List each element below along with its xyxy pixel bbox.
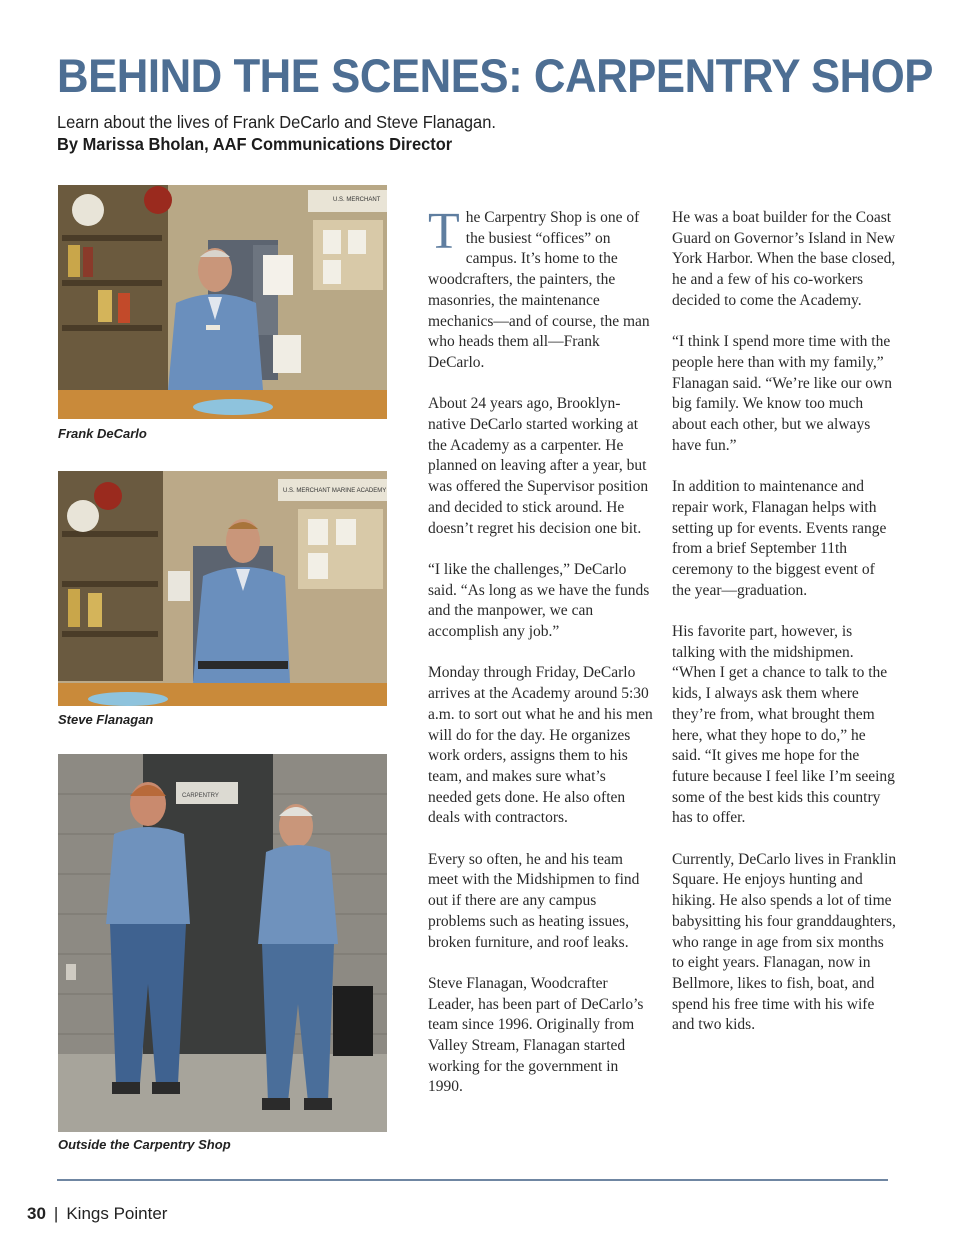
- paragraph: He was a boat builder for the Coast Guard on Governor’s Island in New York Harbor. When the base closed, he and a few of his co-workers decided to come the Academy.: [672, 209, 896, 309]
- paragraph: Monday through Friday, DeCarlo arrives at the Academy around 5:30 a.m. to sort out what he and his men will do for the day. He organizes work orders, assigns them to his team, and makes sure what’s needed gets done. He also often deals with contractors.: [428, 664, 653, 827]
- sign-text-2: U.S. MERCHANT MARINE ACADEMY: [283, 488, 387, 494]
- byline: By Marissa Bholan, AAF Communications Director: [57, 134, 453, 154]
- caption-steve-flanagan: Steve Flanagan: [58, 712, 154, 727]
- photo-steve-flanagan: [58, 471, 387, 706]
- article-column-2: [672, 208, 897, 1057]
- headline: BEHIND THE SCENES: CARPENTRY SHOP: [57, 49, 933, 102]
- paragraph: Steve Flanagan, Woodcrafter Leader, has been part of DeCarlo’s team since 1996. Originally from Valley Stream, Flanagan started working for the government in 1990.: [428, 974, 644, 1096]
- page-footer: [27, 1204, 167, 1224]
- footer-rule: [57, 1179, 888, 1181]
- paragraph: His favorite part, however, is talking with the midshipmen. “When I get a chance to talk to the kids, I always ask them where they’re from, what brought them here, what they hope to do,” he said. “It gives me hope for the future because I feel like I’m seeing some of the best kids this country has to offer.: [672, 623, 895, 827]
- dek: Learn about the lives of Frank DeCarlo and Steve Flanagan.: [57, 112, 496, 132]
- paragraph: [428, 203, 653, 374]
- paragraph: Currently, DeCarlo lives in Franklin Square. He enjoys hunting and hiking. He also spends a lot of time babysitting his four granddaughters, who range in age from six months to eight years. Flanagan, now in Bellmore, likes to fish, boat, and spend his free time with his wife and two kids.: [672, 850, 897, 1034]
- photo-outside-carpentry-shop: [58, 754, 387, 1132]
- paragraph: Every so often, he and his team meet with the Midshipmen to find out if there are any campus problems such as heating issues, broken furniture, and roof leaks.: [428, 850, 640, 951]
- footer-separator: |: [53, 1204, 59, 1223]
- article-column-1: [428, 203, 653, 1119]
- paragraph: “I think I spend more time with the people here than with my family,” Flanagan said. “We’re like our own big family. We know too much about each other, but we always have fun.”: [672, 333, 892, 454]
- paragraph: In addition to maintenance and repair work, Flanagan helps with setting up for events. Events range from a brief September 11th ceremony to the biggest event of the year—graduation.: [672, 478, 887, 599]
- paragraph: About 24 years ago, Brooklyn-native DeCarlo started working at the Academy as a carpenter. He planned on leaving after a year, but was offered the Supervisor position and decided to stick around. He doesn’t regret his decision one bit.: [428, 395, 649, 537]
- publication-name: Kings Pointer: [66, 1204, 168, 1223]
- paragraph-text: he Carpentry Shop is one of the busiest “offices” on campus. It’s home to the woodcrafters, the painters, the masonries, the maintenance mechanics—and of course, the man who heads them all—Frank DeCarlo.: [428, 209, 650, 371]
- caption-outside-carpentry-shop: Outside the Carpentry Shop: [58, 1137, 231, 1152]
- paragraph: “I like the challenges,” DeCarlo said. “As long as we have the funds and the manpower, we can accomplish any job.”: [428, 560, 650, 641]
- page-number: 30: [27, 1204, 46, 1223]
- drop-cap: T: [428, 203, 460, 260]
- photo-frank-decarlo: [58, 185, 387, 419]
- sign-text-3: CARPENTRY: [182, 793, 219, 799]
- caption-frank-decarlo: Frank DeCarlo: [58, 426, 147, 441]
- sign-text-1: U.S. MERCHANT: [333, 197, 381, 203]
